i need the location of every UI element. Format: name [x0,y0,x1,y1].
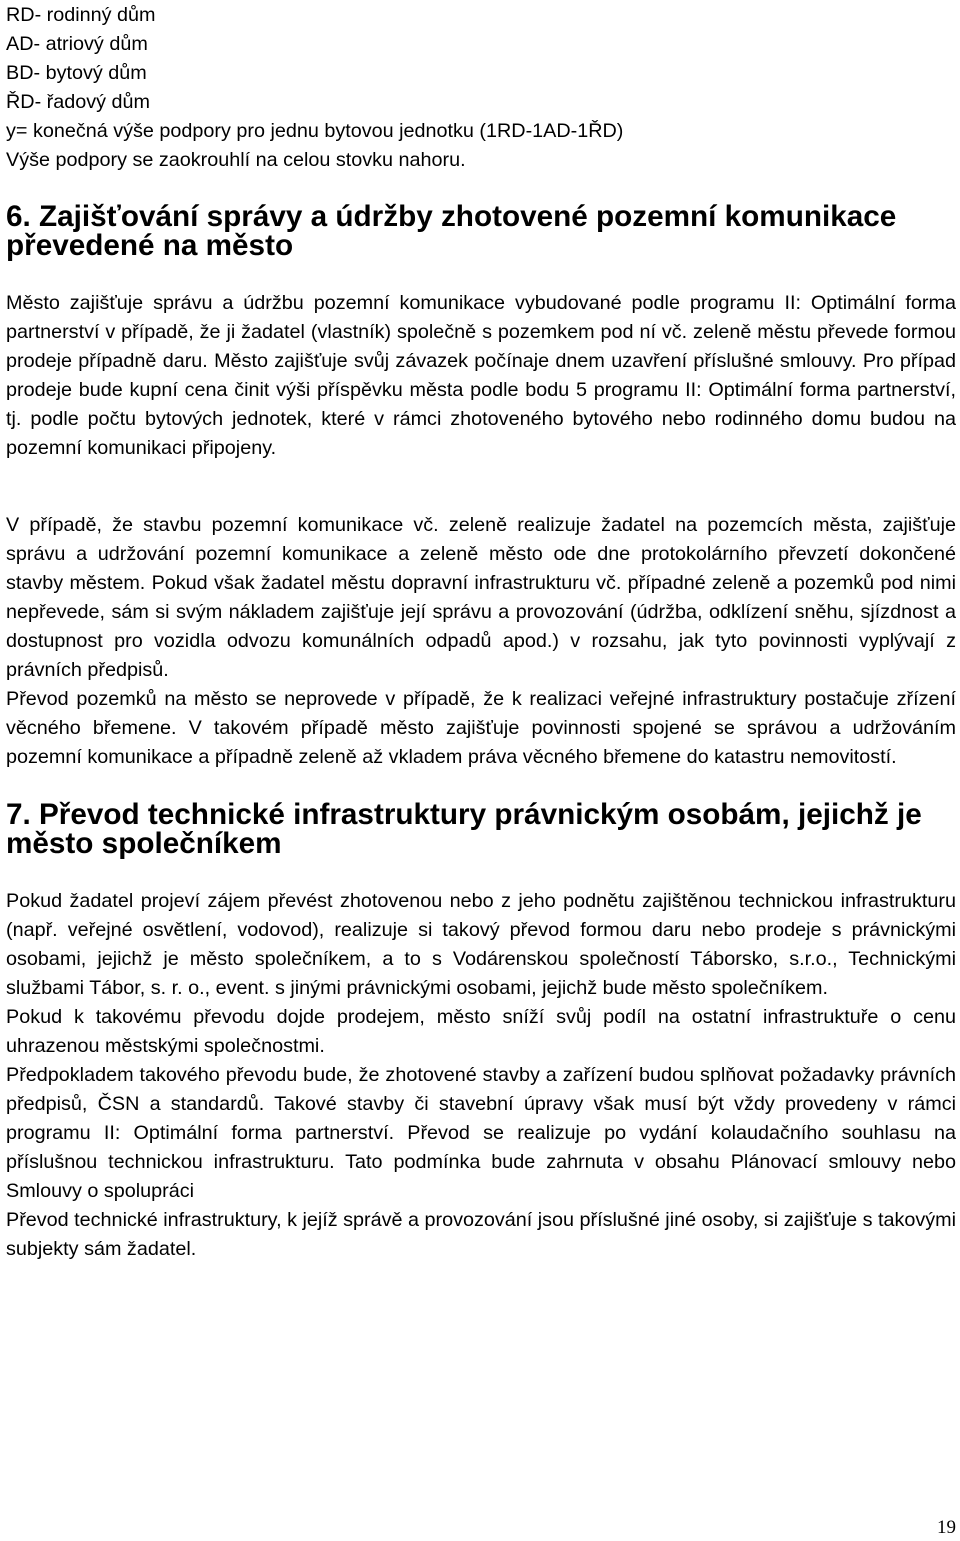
section-7-paragraph: Převod technické infrastruktury, k jejíž správě a provozování jsou příslušné jiné osoby, si zajišťuje s takovými subjekty sám žadatel. [6,1209,957,1261]
section-6-paragraph: Převod pozemků na město se neprovede v případě, že k realizaci veřejné infrastruktury postačuje zřízení věcného břemene. V takovém případě město zajišťuje povinnosti spojené se správou a udržováním pozemní komunikace a případně zeleně až vkladem práva věcného břemene do katastru nemovitostí. [6,688,956,769]
abbreviation-rd: RD- rodinný dům [6,4,156,26]
section-7-paragraph: Pokud k takovému převodu dojde prodejem, město sníží svůj podíl na ostatní infrastruktuře o cenu uhrazenou městskými společnostmi. [6,1006,956,1058]
section-6 [6,202,956,772]
abbreviation-list [6,1,956,174]
rounding-note: Výše podpory se zaokrouhlí na celou stovku nahoru. [6,148,466,171]
spacer [6,260,956,289]
section-7 [6,800,956,1264]
page-number: 19 [937,1517,956,1538]
section-7-paragraph: Předpokladem takového převodu bude, že zhotovené stavby a zařízení budou splňovat požadavky právních předpisů, ČSN a standardů. Takové stavby či stavební úpravy však musí být vždy provedeny v rámci programu II: Optimální forma partnerství. Převod se realizuje po vydání kolaudačního souhlasu na příslušnou technickou infrastrukturu. Tato podmínka bude zahrnuta v obsahu Plánovací smlouvy nebo Smlouvy o spolupráci [6,1064,956,1203]
abbreviation-ad: AD- atriový dům [6,32,148,55]
section-7-heading: 7. Převod technické infrastruktury právnickým osobám, jejichž je město společníkem [6,798,922,861]
abbreviation-rd-row: ŘD- řadový dům [6,90,151,113]
section-7-paragraph: Pokud žadatel projeví zájem převést zhotovenou nebo z jeho podnětu zajištěnou technickou infrastrukturu (např. veřejné osvětlení, vodovod), realizuje si takový převod formou daru nebo prodeje s právnickými osobami, jejichž je město společníkem, a to s Vodárenskou společností Táborsko, s.r.o., Technickými službami Tábor, s. r. o., event. s jinými právnickými osobami, jejichž bude město společníkem. [6,890,956,1000]
document-page [6,0,956,1264]
spacer [6,858,956,887]
section-6-paragraph: Město zajišťuje správu a údržbu pozemní komunikace vybudované podle programu II: Optimální forma partnerství v případě, že ji žadatel (vlastník) společně s pozemkem pod ní vč. zeleně městu převede formou prodeje případně daru. Město zajišťuje svůj závazek počínaje dnem uzavření příslušné smlouvy. Pro případ prodeje bude kupní cena činit výši příspěvku města podle bodu 5 programu II: Optimální forma partnerství, tj. podle počtu bytových jednotek, které v rámci zhotoveného bytového nebo rodinného domu budou na pozemní komunikaci připojeny. [6,292,956,460]
abbreviation-bd: BD- bytový dům [6,61,147,84]
formula-y-definition: y= konečná výše podpory pro jednu bytovou jednotku (1RD-1AD-1ŘD) [6,119,624,142]
section-6-paragraph: V případě, že stavbu pozemní komunikace vč. zeleně realizuje žadatel na pozemcích města, zajišťuje správu a udržování pozemní komunikace a zeleně město ode dne protokolárního převzetí dokončené stavby městem. Pokud však žadatel městu dopravní infrastrukturu vč. případné zeleně a pozemků pod nimi nepřevede, sám si svým nákladem zajišťuje její správu a provozování (údržba, odklízení sněhu, sjízdnost a dostupnost pro vozidla odvozu komunálních odpadů apod.) v rozsahu, jak tyto povinnosti vyplývají z právních předpisů. [6,514,956,682]
section-6-heading: 6. Zajišťování správy a údržby zhotovené pozemní komunikace převedené na město [6,200,897,263]
spacer [6,463,956,511]
